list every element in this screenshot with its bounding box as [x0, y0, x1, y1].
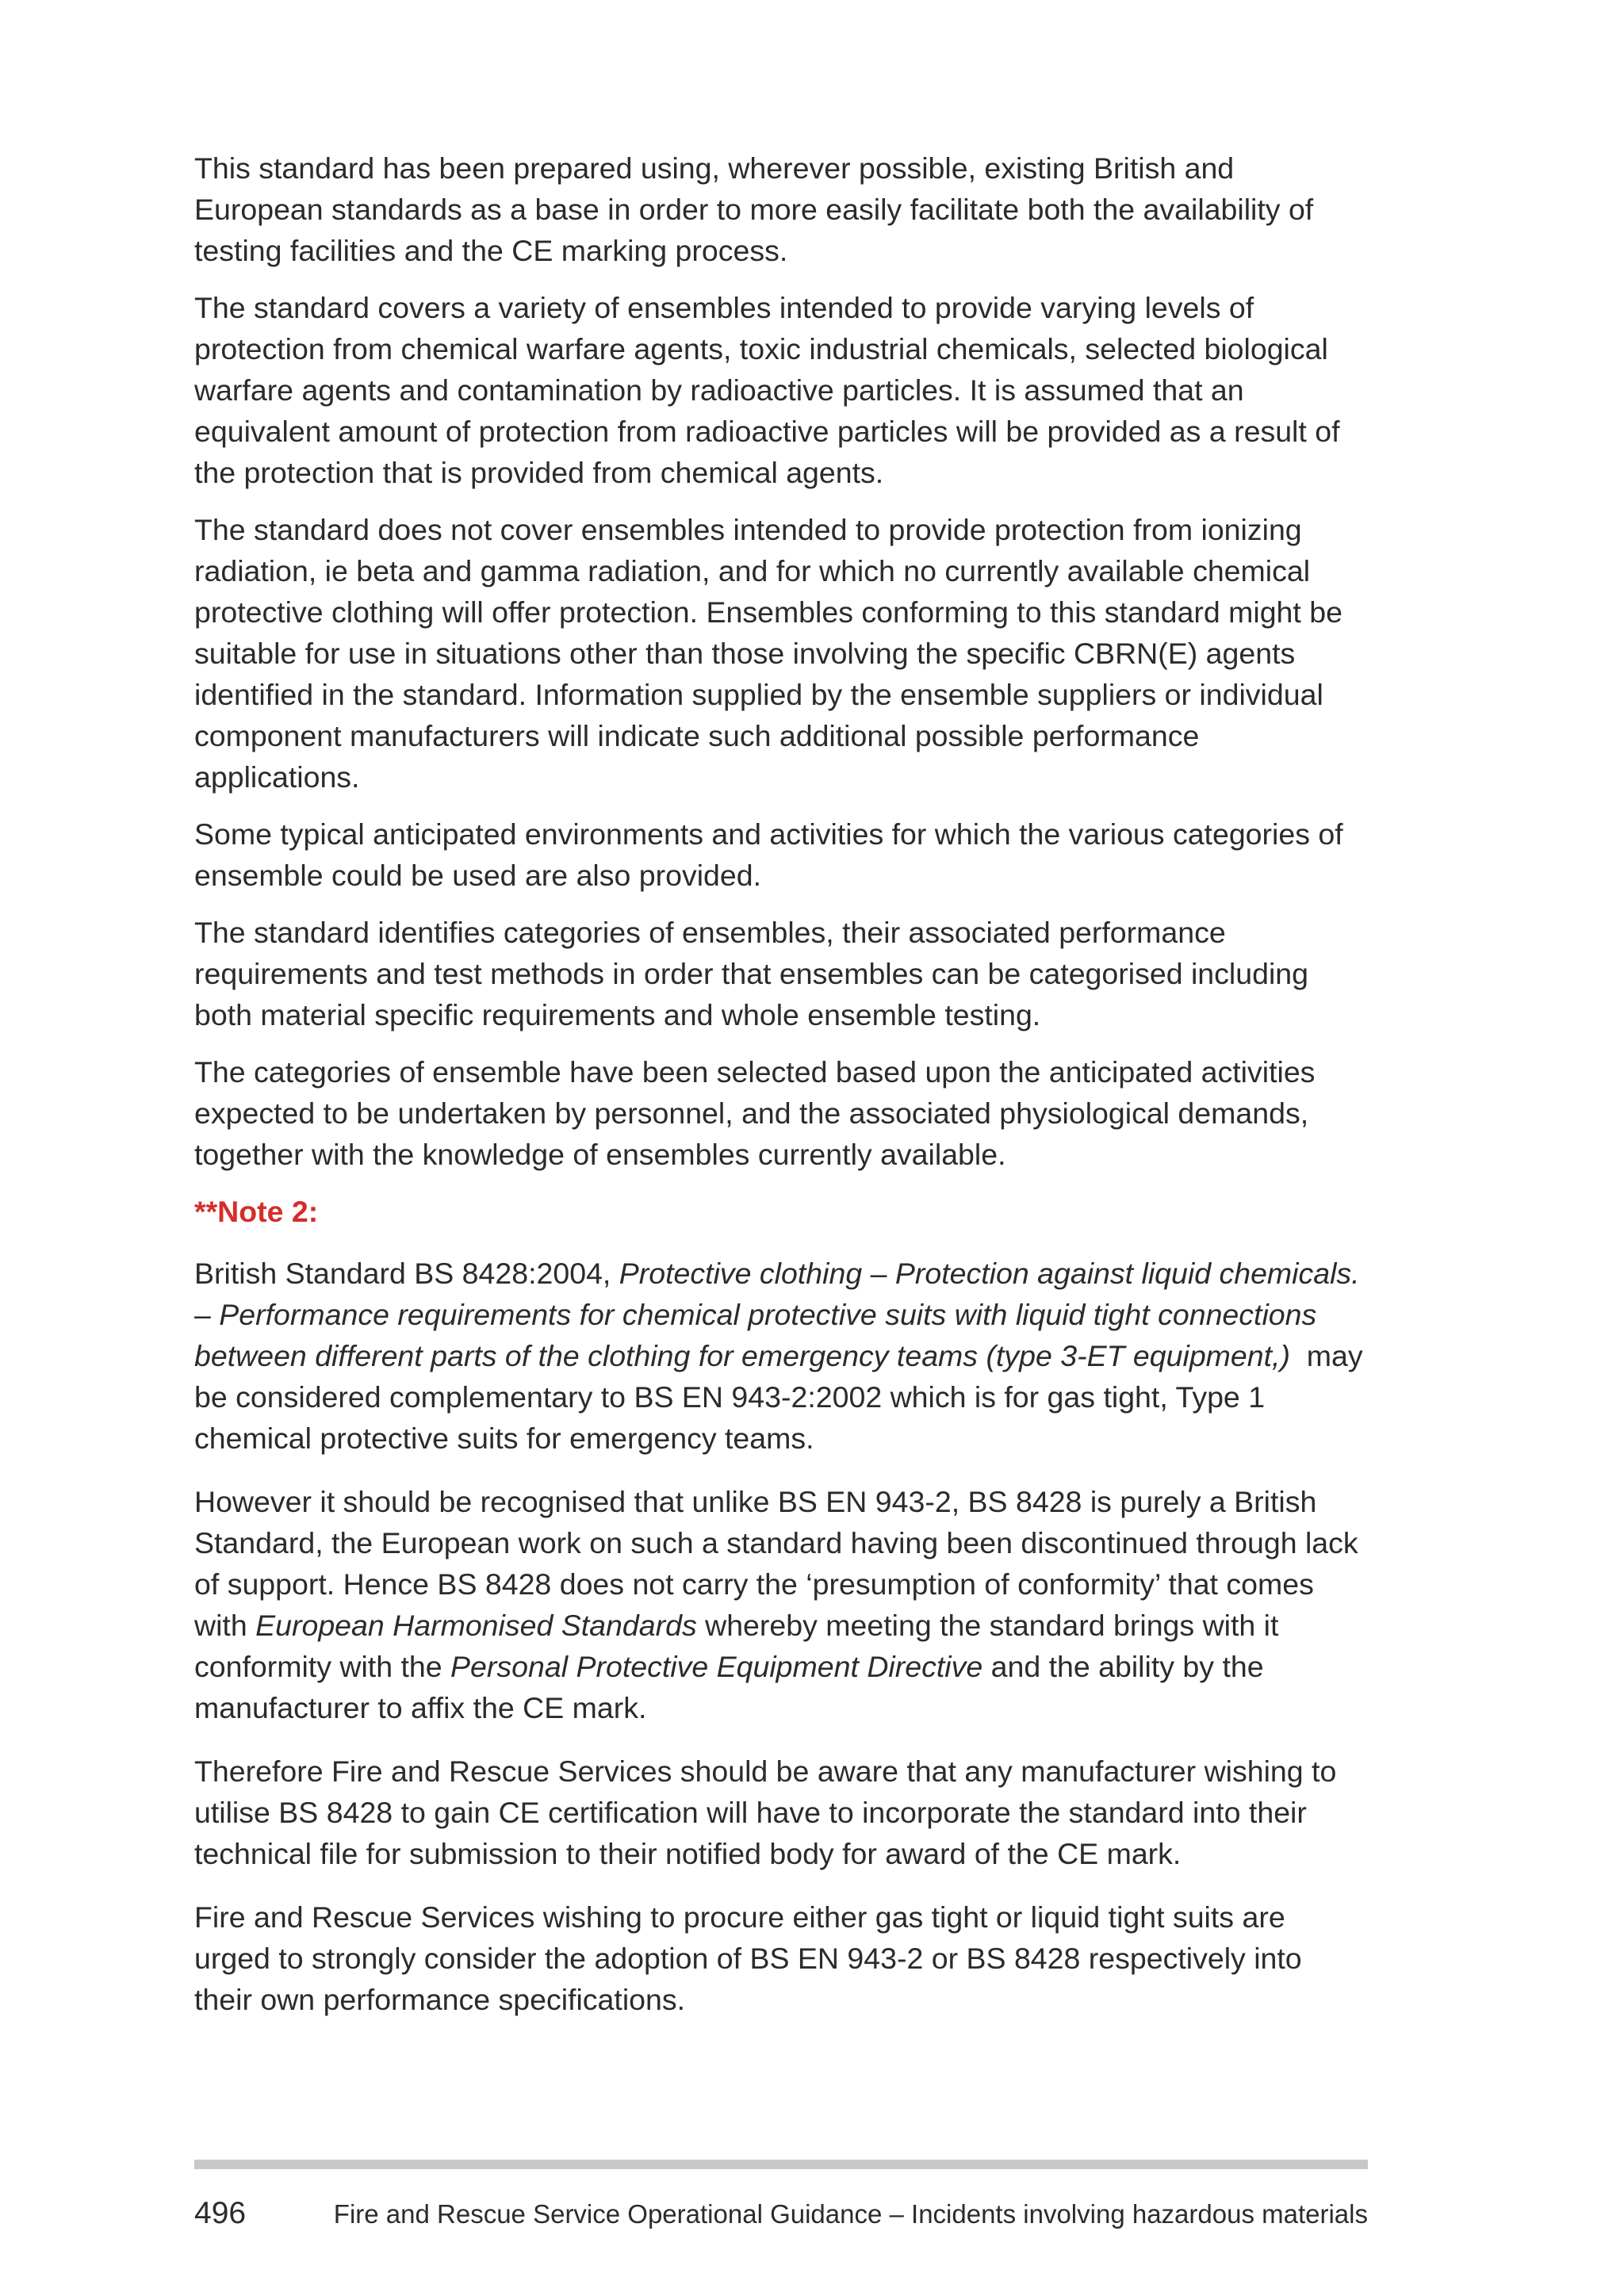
note-paragraph-1: [194, 1253, 1372, 1459]
note-p2-ppe-directive: Personal Protective Equipment Directive: [450, 1650, 983, 1683]
running-title: Fire and Rescue Service Operational Guidance – Incidents involving hazardous materials: [333, 2199, 1368, 2229]
note-p2-text-e: and the ability by the manufacturer to affix the CE mark.: [194, 1650, 1264, 1724]
paragraph-3: The standard does not cover ensembles intended to provide protection from ionizing radiation, ie beta and gamma radiation, and for which no currently available chemical protective clothing will offer protection. Ensembles conforming to this standard might be suitable for use in situations other than those involving the specific CBRN(E) agents identified in the standard. Information supplied by the ensemble suppliers or individual component manufacturers will indicate such additional possible performance applications.: [194, 513, 1342, 794]
note-p1-standard-title: Protective clothing – Protection against liquid chemicals. – Performance requirements for chemical protective suits with liquid tight connections between different parts of the clothing for emergency teams (type 3-ET equipment,): [194, 1257, 1360, 1372]
paragraph-5: The standard identifies categories of ensembles, their associated performance requirements and test methods in order that ensembles can be categorised including both material specific requirements and whole ensemble testing.: [194, 916, 1308, 1031]
paragraph-6: The categories of ensemble have been selected based upon the anticipated activities expected to be undertaken by personnel, and the associated physiological demands, together with the knowledge of ensembles currently available.: [194, 1055, 1316, 1171]
note-p1-text-a: British Standard BS 8428:2004,: [194, 1257, 619, 1290]
note-paragraph-3: Therefore Fire and Rescue Services should be aware that any manufacturer wishing to utilise BS 8428 to gain CE certification will have to incorporate the standard into their technical file for submission to their notified body for award of the CE mark.: [194, 1755, 1337, 1870]
note-paragraph-4: Fire and Rescue Services wishing to procure either gas tight or liquid tight suits are urged to strongly consider the adoption of BS EN 943-2 or BS 8428 respectively into their own performance specifications.: [194, 1900, 1302, 2016]
document-body: [194, 147, 1372, 2042]
note-p2-text-c: whereby meeting the standard brings with it conformity with the: [194, 1609, 1279, 1683]
note-p2-text-a: However it should be recognised that unlike BS EN 943-2, BS 8428 is purely a British Standard, the European work on such a standard having been discontinued through lack of support. Hence BS 8428 does not carry the ‘presumption of conformity’ that comes with: [194, 1485, 1358, 1642]
page-footer: [194, 2196, 1368, 2236]
paragraph-1: This standard has been prepared using, wherever possible, existing British and European standards as a base in order to more easily facilitate both the availability of testing facilities and the CE marking process.: [194, 151, 1314, 267]
paragraph-2: The standard covers a variety of ensembles intended to provide varying levels of protection from chemical warfare agents, toxic industrial chemicals, selected biological warfare agents and contamination by radioactive particles. It is assumed that an equivalent amount of protection from radioactive particles will be provided as a result of the protection that is provided from chemical agents.: [194, 291, 1340, 489]
note-paragraph-2: [194, 1481, 1368, 1728]
paragraph-4: Some typical anticipated environments and activities for which the various categories of ensemble could be used are also provided.: [194, 817, 1343, 892]
note-p2-harmonised-standards: European Harmonised Standards: [255, 1609, 697, 1642]
note-heading: **Note 2:: [194, 1195, 319, 1228]
footer-rule: [194, 2160, 1368, 2169]
page-number: 496: [194, 2196, 247, 2230]
note-p1-text-c: may be considered complementary to BS EN 943-2:2002 which is for gas tight, Type 1 chemical protective suits for emergency teams.: [194, 1339, 1372, 1455]
